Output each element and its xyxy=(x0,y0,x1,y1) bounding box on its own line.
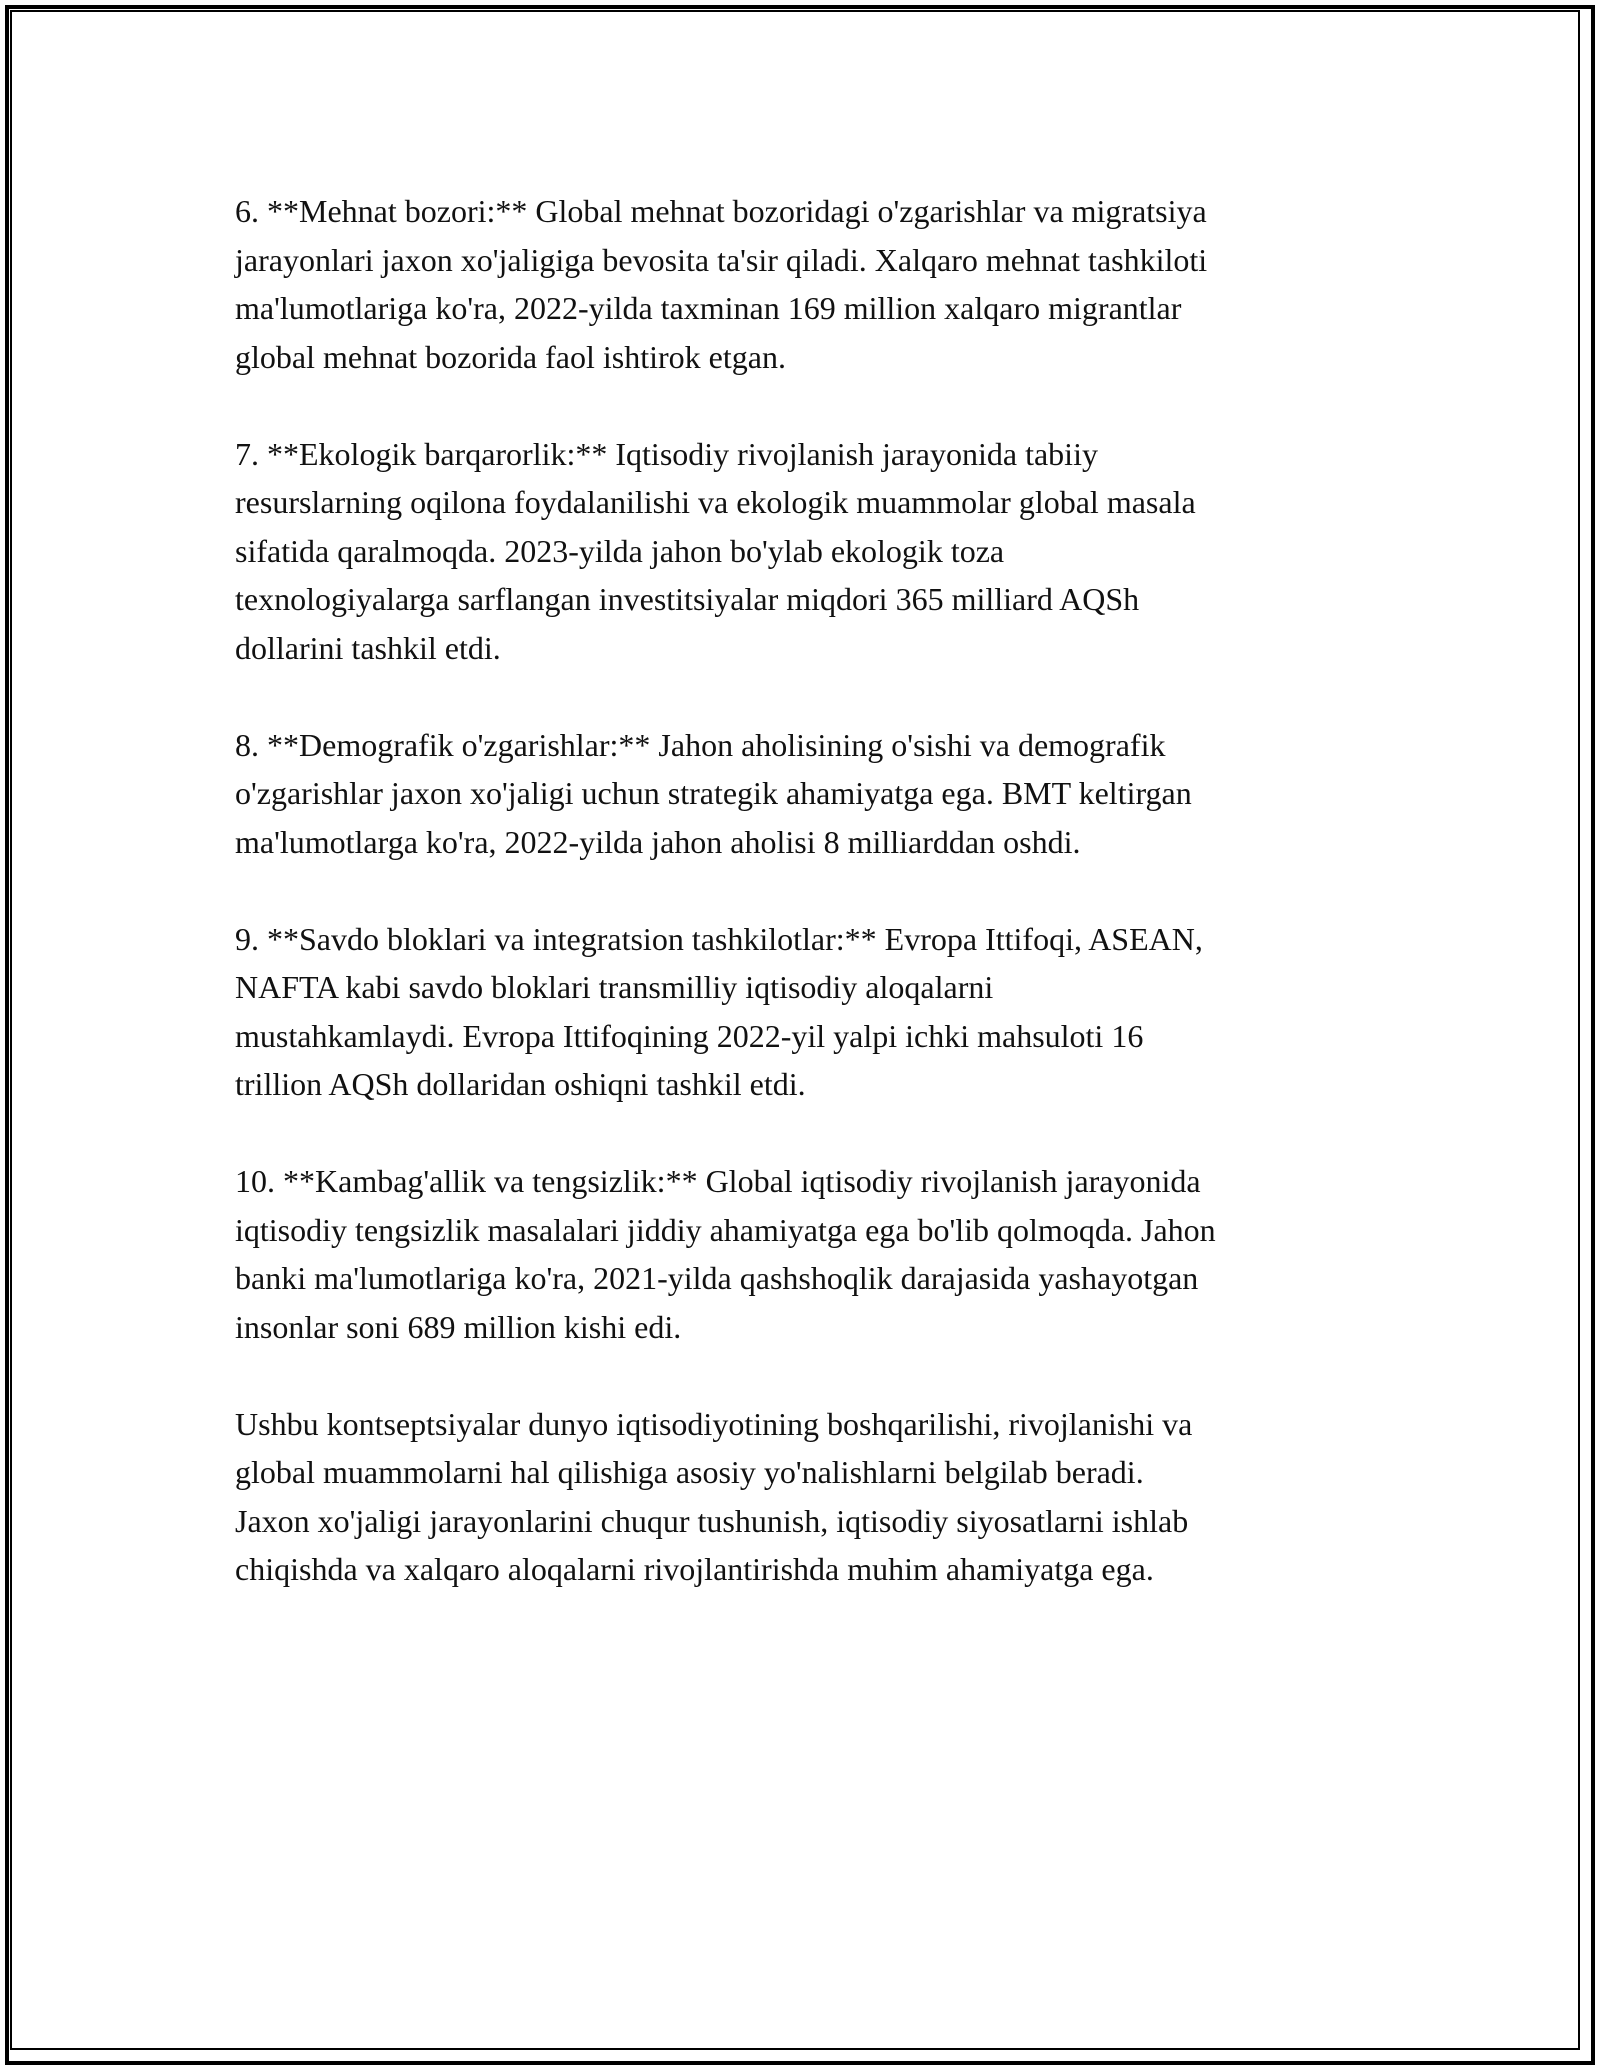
document-body xyxy=(235,187,1375,1642)
paragraph-labor-market: 6. **Mehnat bozori:** Global mehnat bozoridagi o'zgarishlar va migratsiya jarayonlari jaxon xo'jaligiga bevosita ta'sir qiladi. Xalqaro mehnat tashkiloti ma'lumotlariga ko'ra, 2022-yilda taxminan 169 million xalqaro migrantlar global mehnat bozorida faol ishtirok etgan. xyxy=(235,193,1208,375)
paragraph-demographic-changes: 8. **Demografik o'zgarishlar:** Jahon aholisining o'sishi va demografik o'zgarishlar jaxon xo'jaligi uchun strategik ahamiyatga ega. BMT keltirgan ma'lumotlarga ko'ra, 2022-yilda jahon aholisi 8 milliarddan oshdi. xyxy=(235,726,1192,860)
paragraph-ecological-sustainability: 7. **Ekologik barqarorlik:** Iqtisodiy rivojlanish jarayonida tabiiy resurslarning oqilona foydalanilishi va ekologik muammolar global masala sifatida qaralmoqda. 2023-yilda jahon bo'ylab ekologik toza texnologiyalarga sarflangan investitsiyalar miqdori 365 milliard AQSh dollarini tashkil etdi. xyxy=(235,435,1196,666)
paragraph-poverty-inequality: 10. **Kambag'allik va tengsizlik:** Global iqtisodiy rivojlanish jarayonida iqtisodiy tengsizlik masalalari jiddiy ahamiyatga ega bo'lib qolmoqda. Jahon banki ma'lumotlariga ko'ra, 2021-yilda qashshoqlik darajasida yashayotgan insonlar soni 689 million kishi edi. xyxy=(235,1163,1216,1345)
paragraph-trade-blocs: 9. **Savdo bloklari va integratsion tashkilotlar:** Evropa Ittifoqi, ASEAN, NAFTA kabi savdo bloklari transmilliy iqtisodiy aloqalarni mustahkamlaydi. Evropa Ittifoqining 2022-yil yalpi ichki mahsuloti 16 trillion AQSh dollaridan oshiqni tashkil etdi. xyxy=(235,920,1203,1102)
paragraph-conclusion: Ushbu kontseptsiyalar dunyo iqtisodiyotining boshqarilishi, rivojlanishi va global muammolarni hal qilishiga asosiy yo'nalishlarni belgilab beradi. Jaxon xo'jaligi jarayonlarini chuqur tushunish, iqtisodiy siyosatlarni ishlab chiqishda va xalqaro aloqalarni rivojlantirishda muhim ahamiyatga ega. xyxy=(235,1405,1193,1587)
